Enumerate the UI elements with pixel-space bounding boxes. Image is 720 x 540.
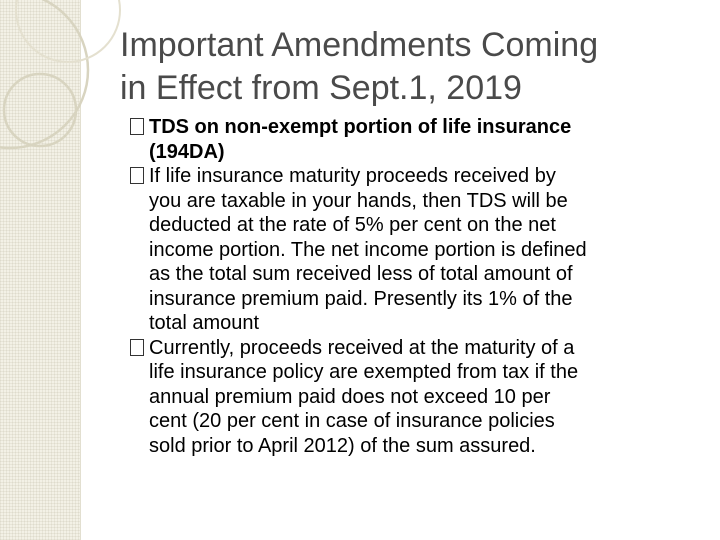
bullet-line: insurance premium paid. Presently its 1% of the xyxy=(149,287,573,310)
bullet-line: sold prior to April 2012) of the sum assured. xyxy=(149,434,536,457)
bullet-line: Currently, proceeds received at the maturity of a xyxy=(149,336,575,359)
slide-title-line: Important Amendments Coming xyxy=(120,26,599,64)
bullet-line: you are taxable in your hands, then TDS will be xyxy=(149,189,568,212)
bullet-item xyxy=(130,336,710,459)
bullet-line: (194DA) xyxy=(149,140,225,163)
bullet-line: total amount xyxy=(149,312,260,334)
bullet-box-icon xyxy=(130,118,144,135)
bullet-list xyxy=(130,115,710,458)
bullet-line: as the total sum received less of total amount of xyxy=(149,263,573,285)
slide-title xyxy=(120,24,700,110)
bullet-line: If life insurance maturity proceeds received by xyxy=(149,165,556,187)
bullet-box-icon xyxy=(130,339,144,356)
bullet-line: TDS on non-exempt portion of life insurance xyxy=(149,116,572,138)
decorative-circles xyxy=(0,0,130,200)
bullet-line: income portion. The net income portion is defined xyxy=(149,238,587,261)
bullet-line: annual premium paid does not exceed 10 per xyxy=(149,385,551,408)
slide-title-line: in Effect from Sept.1, 2019 xyxy=(120,69,522,107)
bullet-item xyxy=(130,164,710,336)
bullet-line: life insurance policy are exempted from tax if the xyxy=(149,361,579,383)
bullet-line: deducted at the rate of 5% per cent on the net xyxy=(149,214,556,236)
bullet-item xyxy=(130,115,710,164)
bullet-line: cent (20 per cent in case of insurance policies xyxy=(149,410,555,432)
bullet-box-icon xyxy=(130,167,144,184)
